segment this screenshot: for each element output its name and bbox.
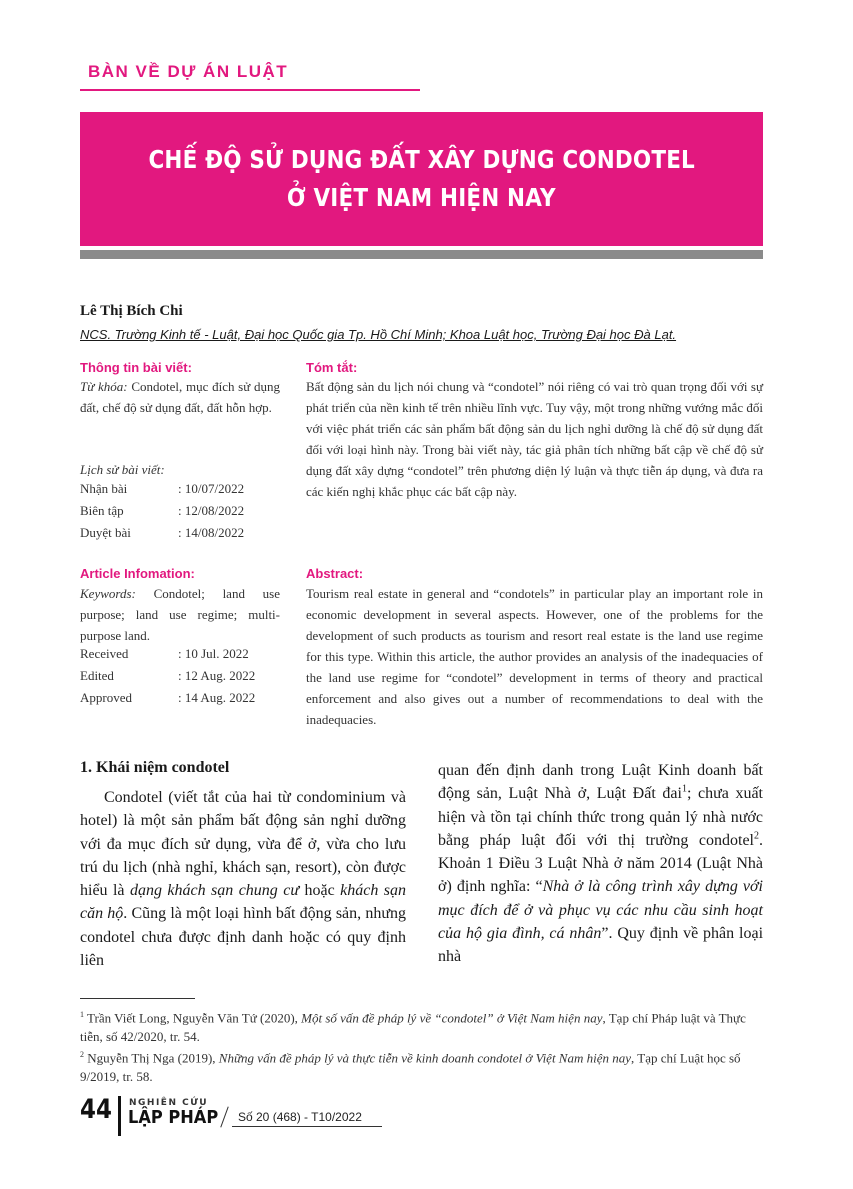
keywords-text-vi: Condotel, mục đích sử dụng đất, chế độ sử dụng đất, đất hỗn hợp. — [80, 379, 280, 415]
summary-text-vi: Bất động sản du lịch nói chung và “condotel” nói riêng có vai trò quan trọng đối với sự phát triển của nền kinh tế trên nhiều lĩnh vực. Tuy vậy, một trong những vướng mắc đối với việc phát triển các sản phẩm bất động sản du lịch nghỉ dưỡng là chế độ sử dụng đất đối với loại hình này. Trong bài viết này, tác giả phân tích những bất cập về chế độ sử dụng đất xây dựng “condotel” trên phương diện lý luận và thực tiễn áp dụng, và đưa ra các kiến nghị khắc phục các bất cập này. — [306, 379, 763, 499]
history-value: : 10/07/2022 — [178, 481, 245, 496]
footnote-2 — [80, 1045, 763, 1086]
article-title-line-2: Ở VIỆT NAM HIỆN NAY — [287, 183, 556, 212]
keywords-vi — [80, 376, 280, 418]
history-value: : 12/08/2022 — [178, 503, 245, 518]
history-label: Edited — [80, 668, 114, 683]
history-value: : 10 Jul. 2022 — [178, 646, 249, 661]
footnote-text: , Tạp chí Luật học số 9/2019, tr. 58. — [80, 1050, 741, 1085]
body-text: Condotel (viết tắt của hai từ condominium và hotel) là một sản phẩm bất động sản nghỉ dưỡng với đa mục đích sử dụng, vừa để ở, vừa cho lưu trú du lịch (nhà nghỉ, khách sạn, resort), còn được hiểu là — [80, 789, 406, 900]
footnote-number: 1 — [80, 1010, 84, 1019]
footnote-number: 2 — [80, 1050, 84, 1059]
footnote-text: Nguyễn Thị Nga (2019), — [84, 1050, 219, 1066]
body-text: . Khoản 1 Điều 3 Luật Nhà ở năm 2014 (Luật Nhà ở) định nghĩa: “ — [438, 831, 763, 896]
issue-number: Số 20 (468) - T10/2022 — [238, 1110, 362, 1124]
footnote-1 — [80, 1005, 763, 1046]
history-label: Duyệt bài — [80, 525, 131, 540]
title-box — [80, 112, 763, 246]
body-italic: dạng khách sạn chung cư — [129, 882, 300, 900]
author-name: Lê Thị Bích Chi — [80, 303, 183, 319]
section-heading: 1. Khái niệm condotel — [80, 759, 230, 776]
section-label: BÀN VỀ DỰ ÁN LUẬT — [88, 62, 289, 81]
history-label: Received — [80, 646, 129, 661]
keywords-label-vi: Từ khóa: — [80, 379, 128, 394]
body-text: quan đến định danh trong Luật Kinh doanh bất động sản, Luật Nhà ở, Luật Đất đai — [438, 762, 763, 803]
footnote-title: Những vấn đề pháp lý và thực tiễn về kinh doanh condotel ở Việt Nam hiện nay — [218, 1050, 632, 1066]
body-italic: Nhà ở là công trình xây dựng với mục đích để ở và phục vụ các nhu cầu sinh hoạt của hộ gia đình, cá nhân — [438, 878, 763, 943]
issue-slash — [220, 1106, 228, 1127]
history-label: Approved — [80, 690, 132, 705]
journal-brand-top: NGHIÊN CỨU — [129, 1098, 209, 1108]
keywords-en — [80, 583, 280, 646]
article-title-line-1: CHẾ ĐỘ SỬ DỤNG ĐẤT XÂY DỰNG CONDOTEL — [148, 145, 695, 174]
body-text: . Cũng là một loại hình bất động sản, nhưng condotel chưa được định danh hoặc có quy định liên — [80, 905, 406, 970]
keywords-text-en: Condotel; land use purpose; land use regime; multi-purpose land. — [80, 586, 280, 643]
abstract-heading-en: Abstract: — [306, 566, 364, 581]
footer-divider — [118, 1096, 121, 1136]
abstract-text-en: Tourism real estate in general and “condotels” in particular play an important role in economic development in several aspects. However, one of the problems for the development of such products as tourism and resort real estate is the land use regime for this type. Within this article, the author provides an analysis of the inadequacies of the land use regime for “condotel” development in terms of theory and practical enforcement and also gives out a number of recommendations to deal with the inadequacies. — [306, 586, 763, 727]
body-text: hoặc — [299, 882, 341, 900]
author-affiliation: NCS. Trường Kinh tế - Luật, Đại học Quốc gia Tp. Hồ Chí Minh; Khoa Luật học, Trường Đại học Đà Lạt. — [80, 327, 677, 342]
history-value: : 14 Aug. 2022 — [178, 690, 256, 705]
summary-heading-vi: Tóm tắt: — [306, 360, 358, 375]
footnote-ref-2[interactable]: 2 — [754, 830, 759, 842]
history-label: Nhận bài — [80, 481, 128, 496]
footnote-text: , Tạp chí Pháp luật và Thực tiễn, số 42/2020, tr. 54. — [80, 1010, 746, 1045]
history-label: Biên tập — [80, 503, 124, 518]
body-italic: khách sạn căn hộ — [80, 882, 407, 923]
article-info-heading-vi: Thông tin bài viết: — [80, 360, 192, 375]
section-rule — [80, 89, 420, 91]
keywords-label-en: Keywords: — [80, 586, 136, 601]
article-info-heading-en: Article Infomation: — [80, 566, 195, 581]
page-number: 44 — [80, 1094, 112, 1125]
footnote-ref-1[interactable]: 1 — [681, 783, 687, 795]
body-left-column — [80, 786, 406, 972]
journal-brand-main: LẬP PHÁP — [128, 1107, 219, 1128]
body-text: ; chưa xuất hiện và tồn tại chính thức trong quản lý nhà nước bằng pháp luật đối với thị trường condotel — [438, 785, 764, 849]
history-value: : 14/08/2022 — [178, 525, 245, 540]
body-text: ”. Quy định về phân loại nhà — [438, 925, 764, 966]
footnote-text: Trần Viết Long, Nguyễn Văn Tứ (2020), — [84, 1010, 302, 1026]
history-value: : 12 Aug. 2022 — [178, 668, 256, 683]
issue-underline — [232, 1126, 382, 1127]
title-underbar — [80, 250, 763, 259]
body-right-column — [438, 759, 763, 969]
footnote-title: Một số vấn đề pháp lý về “condotel” ở Việt Nam hiện nay — [301, 1010, 603, 1026]
footnote-rule — [80, 998, 195, 999]
history-label-vi: Lịch sử bài viết: — [80, 462, 165, 477]
